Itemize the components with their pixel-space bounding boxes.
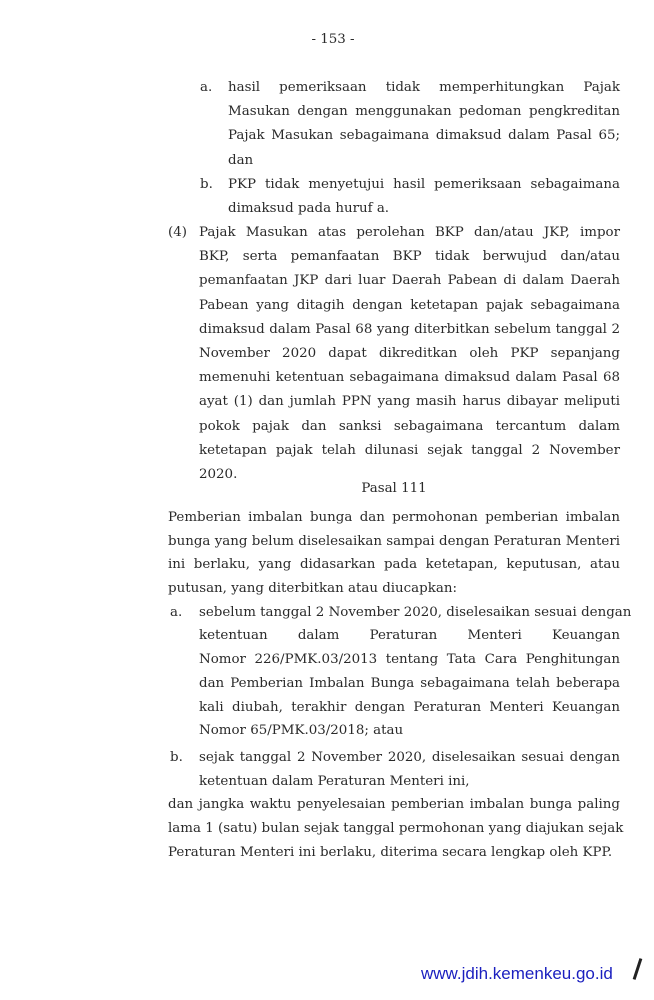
text-line: dimaksud pada huruf a. (228, 200, 390, 216)
text-line: pokok pajak dan sanksi sebagaimana tercantum dalam (199, 418, 620, 434)
text-line: Pemberian imbalan bunga dan permohonan pemberian imbalan (168, 510, 620, 525)
item-a (200, 76, 620, 173)
text-line: dimaksud dalam Pasal 68 yang diterbitkan sebelum tanggal 2 (199, 321, 620, 337)
text-line: ketetapan pajak telah dilunasi sejak tanggal 2 November (199, 442, 620, 458)
text-line: November 2020 dapat dikreditkan oleh PKP sepanjang (199, 345, 620, 361)
text-line: ayat (1) dan jumlah PPN yang masih harus dibayar meliputi (199, 394, 620, 410)
page-number: - 153 - (311, 32, 355, 47)
pen-mark-icon (633, 958, 643, 980)
text-line: dan jangka waktu penyelesaian pemberian imbalan bunga paling (168, 797, 620, 813)
text-line: dan Pemberian Imbalan Bunga sebagaimana telah beberapa (199, 675, 620, 691)
text-line: putusan, yang diterbitkan atau diucapkan: (168, 581, 457, 597)
text-line: kali diubah, terakhir dengan Peraturan Menteri Keuangan (199, 699, 620, 715)
text-line: BKP, serta pemanfaatan BKP tidak berwujud dan/atau (199, 249, 620, 265)
text-line: lama 1 (satu) bulan sejak tanggal permohonan yang diajukan sejak (168, 820, 624, 836)
ayat-label: (4) (168, 225, 187, 240)
section-heading: Pasal 111 (361, 481, 427, 496)
text-line: bunga yang belum diselesaikan sampai dengan Peraturan Menteri (168, 533, 620, 549)
item-label: a. (170, 604, 183, 620)
footer-url-link[interactable]: www.jdih.kemenkeu.go.id (421, 964, 613, 983)
text-line: Pabean yang ditagih dengan ketetapan pajak sebagaimana (199, 297, 620, 313)
text-line: ketentuan dalam Peraturan Menteri Keuangan (199, 628, 620, 644)
text-line: Pajak Masukan atas perolehan BKP dan/atau JKP, impor (199, 225, 620, 240)
pasal-body (168, 506, 632, 864)
item-label: a. (200, 80, 213, 95)
text-line: hasil pemeriksaan tidak memperhitungkan Pajak (228, 80, 620, 95)
text-line: PKP tidak menyetujui hasil pemeriksaan sebagaimana (228, 176, 620, 192)
text-line: pemanfaatan JKP dari luar Daerah Pabean di dalam Daerah (199, 273, 620, 289)
item-label: b. (200, 176, 213, 192)
text-line: Nomor 65/PMK.03/2018; atau (199, 723, 404, 739)
text-line: 2020. (199, 466, 238, 482)
pasal-item-a (168, 601, 632, 743)
text-line: ketentuan dalam Peraturan Menteri ini, (199, 773, 470, 789)
ayat-4 (168, 221, 620, 487)
text-line: sejak tanggal 2 November 2020, diselesaikan sesuai dengan (199, 749, 620, 765)
text-line: Masukan dengan menggunakan pedoman pengkreditan (228, 104, 620, 120)
text-line: Peraturan Menteri ini berlaku, diterima secara lengkap oleh KPP. (168, 844, 613, 860)
item-label: b. (170, 749, 183, 765)
item-b (200, 173, 620, 221)
text-line: sebelum tanggal 2 November 2020, diselesaikan sesuai dengan (199, 604, 632, 620)
text-line: Pajak Masukan sebagaimana dimaksud dalam Pasal 65; (228, 128, 620, 144)
text-line: memenuhi ketentuan sebagaimana dimaksud dalam Pasal 68 (199, 370, 620, 386)
pasal-item-b (168, 746, 620, 793)
text-line: ini berlaku, yang didasarkan pada ketetapan, keputusan, atau (168, 557, 620, 573)
text-line: dan (228, 152, 254, 168)
text-line: Nomor 226/PMK.03/2013 tentang Tata Cara Penghitungan (199, 652, 620, 668)
